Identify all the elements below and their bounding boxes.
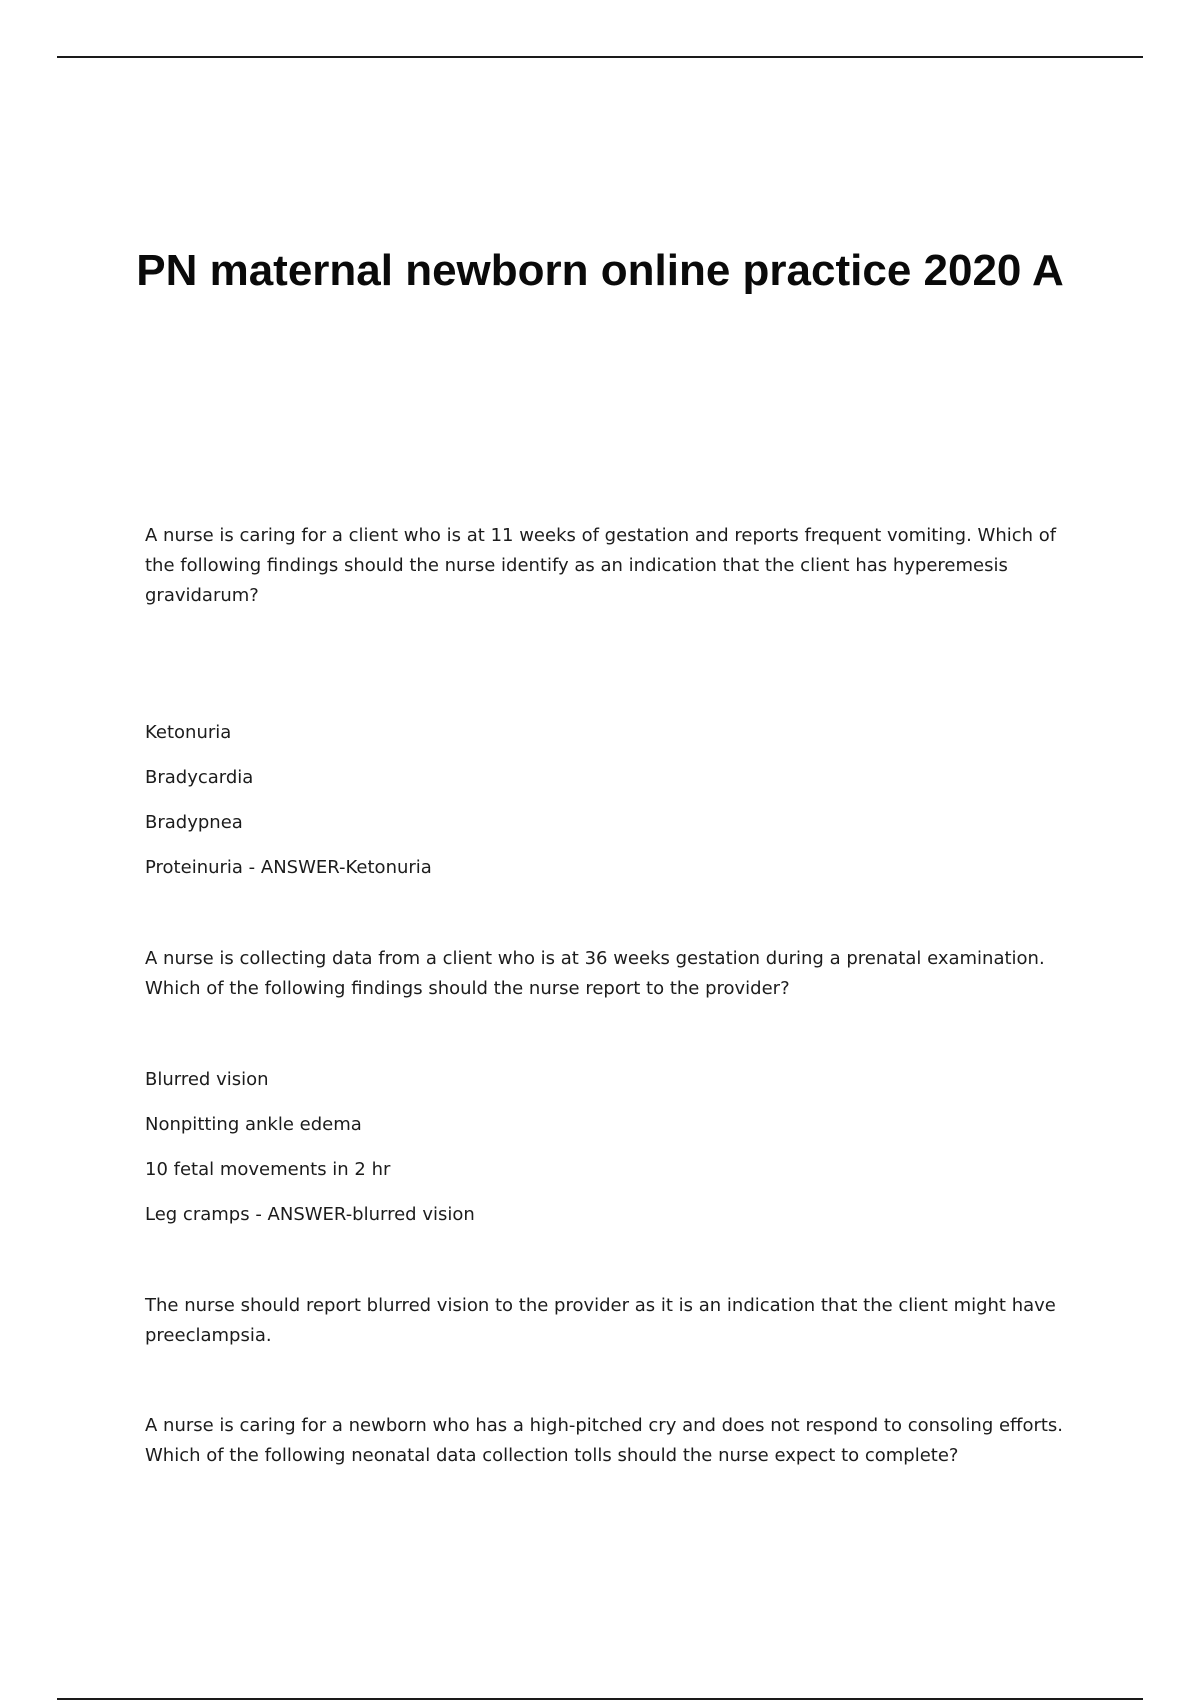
question-3-prompt: A nurse is caring for a newborn who has a high-pitched cry and does not respond to consoling efforts. Which of the following neonatal data collection tolls should the nurse expect to complete? bbox=[145, 1415, 1064, 1466]
document-title: PN maternal newborn online practice 2020 A bbox=[136, 246, 1064, 295]
question-2-prompt: A nurse is collecting data from a client who is at 36 weeks gestation during a prenatal examination. Which of the following findings should the nurse report to the provider? bbox=[145, 948, 1045, 999]
question-2-option-2: Nonpitting ankle edema bbox=[145, 1114, 362, 1135]
question-1-prompt: A nurse is caring for a client who is at 11 weeks of gestation and reports frequent vomiting. Which of the following findings should the nurse identify as an indication that the client has hyperemesis gravidarum? bbox=[145, 525, 1057, 606]
question-2-option-1: Blurred vision bbox=[145, 1069, 269, 1090]
question-2-option-4-answer: Leg cramps - ANSWER-blurred vision bbox=[145, 1204, 475, 1225]
question-1-option-3: Bradypnea bbox=[145, 812, 243, 833]
top-rule bbox=[57, 56, 1143, 58]
question-1-option-2: Bradycardia bbox=[145, 767, 254, 788]
question-1-option-1: Ketonuria bbox=[145, 722, 232, 743]
question-2-option-3: 10 fetal movements in 2 hr bbox=[145, 1159, 391, 1180]
question-2-rationale: The nurse should report blurred vision to the provider as it is an indication that the client might have preeclampsia. bbox=[145, 1295, 1056, 1346]
question-1-option-4-answer: Proteinuria - ANSWER-Ketonuria bbox=[145, 857, 432, 878]
